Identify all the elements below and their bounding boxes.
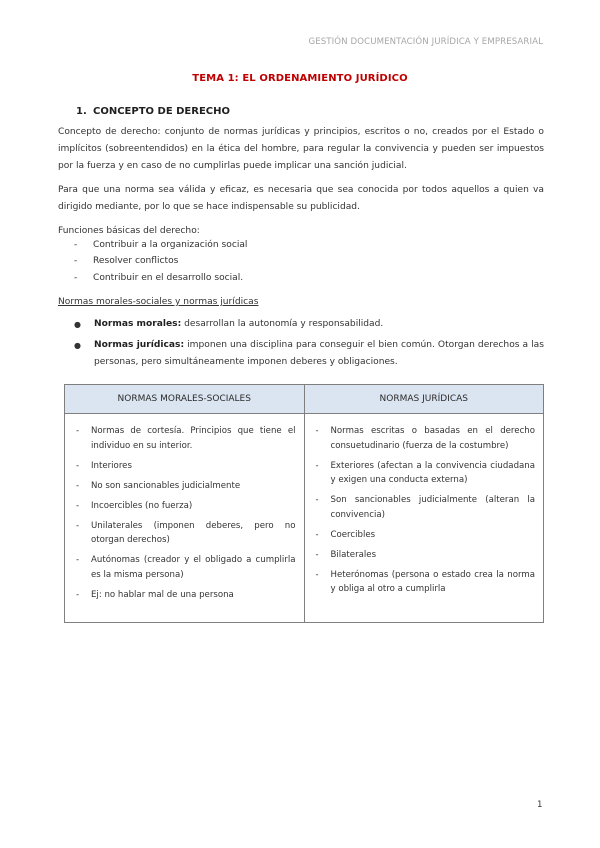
table-list-item: - Ej: no hablar mal de una persona: [76, 589, 234, 600]
bullet-icon: ●: [74, 341, 81, 350]
table-list-item: - Son sancionables judicialmente (alteran la convivencia): [315, 495, 535, 520]
table-list-item: - Normas escritas o basadas en el derecho consuetudinario (fuerza de la costumbre): [315, 426, 535, 451]
table-list-item: - No son sancionables judicialmente: [76, 480, 241, 491]
table-list-item: - Normas de cortesía. Principios que tiene el individuo en su interior.: [76, 426, 296, 451]
norms-subheading: Normas morales-sociales y normas jurídicas: [58, 297, 259, 307]
table-list-item: - Interiores: [76, 460, 132, 471]
table-list-item: - Incoercibles (no fuerza): [76, 500, 193, 511]
definition-paragraph: Concepto de derecho: conjunto de normas jurídicas y principios, escritos o no, creados por el Estado o implícitos (sobreentendidos) en la ética del hombre, para regular la convivencia y pueden ser impuestos por la fuerza y en caso de no cumplirlas puede implicar una sanción judicial.: [58, 127, 544, 171]
table-list-item: - Autónomas (creador y el obligado a cumplirla es la misma persona): [76, 555, 296, 580]
page-number: 1: [537, 800, 543, 810]
bullet-term: Normas morales:: [94, 319, 182, 329]
bullet-text: desarrollan la autonomía y responsabilidad.: [181, 319, 384, 329]
table-header-moral: NORMAS MORALES-SOCIALES: [65, 385, 305, 414]
moral-norms-cell: [65, 414, 305, 623]
document-page: GESTIÓN DOCUMENTACIÓN JURÍDICA Y EMPRESARIAL TEMA 1: EL ORDENAMIENTO JURÍDICO 1. CONCEPTO DE DERECHO Concepto de derecho: conjunto de normas jurídicas y principios, escritos o no, creados por el Estado o implícitos (sobreentendidos) en la ética del hombre, para regular la convivencia y pueden ser impuestos por la fuerza y en caso de no cumplirlas puede implicar una sanción judicial. Para que una norma sea válida y eficaz, es necesaria que sea conocida por todos aquellos a quien va dirigido mediante, por lo que se hace indispensable su publicidad. Funciones básicas del derecho: - Contribuir a la organización social - Resolver conflictos - Contribuir en el desarrollo social. Normas morales-sociales y normas jurídicas ● Normas morales: desarrollan la autonomía y responsabilidad. ● Normas jurídicas: imponen una disciplina para conseguir el bien común. Otorgan derechos a las personas, pero simultáneamente imponen deberes y obligaciones. NORMAS MORALES-SOCIALES NORMAS JURÍDICAS - Normas de cortesía. Principios que tiene el individuo en su interior. - Interiores - No son sancionables judicialmente - Incoercibles (no fuerza) - Unilaterales (imponen deberes, pero no otorgan derechos) - Autónomas (creador y el obligado a cumplirla es la misma persona) - Ej: no hablar mal de una persona - Normas escritas o basadas en el derecho consuetudinario (fuerza de la costumbre) - Exteriores (afectan a la convivencia ciudadana y exigen una conducta externa) - Son sancionables judicialmente (alteran la convivencia) - Coercibles - Bilaterales - Heterónomas (persona o estado crea la norma y obliga al otro a cumplirla 1: [0, 0, 600, 848]
bullet-item: [74, 316, 544, 333]
bullet-item: [74, 337, 544, 371]
section-title: CONCEPTO DE DERECHO: [93, 106, 230, 117]
bullet-icon: ●: [74, 320, 81, 329]
table-header-legal: NORMAS JURÍDICAS: [304, 385, 544, 414]
table-list-item: - Bilaterales: [315, 549, 377, 560]
section-number: 1.: [76, 106, 87, 117]
validity-paragraph: Para que una norma sea válida y eficaz, es necesaria que sea conocida por todos aquellos a quien va dirigido mediante, por lo que se hace indispensable su publicidad.: [58, 185, 544, 212]
table-list-item: - Coercibles: [315, 529, 376, 540]
running-header: GESTIÓN DOCUMENTACIÓN JURÍDICA Y EMPRESARIAL: [308, 37, 543, 47]
bullet-term: Normas jurídicas:: [94, 340, 185, 350]
bullet-text: imponen una disciplina para conseguir el bien común. Otorgan derechos a las personas, pero simultáneamente imponen deberes y obligaciones.: [94, 340, 544, 367]
comparison-table: [64, 384, 544, 623]
functions-lead: Funciones básicas del derecho:: [58, 226, 200, 236]
table-list-item: - Exteriores (afectan a la convivencia ciudadana y exigen una conducta externa): [315, 460, 535, 485]
document-title: TEMA 1: EL ORDENAMIENTO JURÍDICO: [192, 73, 408, 84]
table-list-item: - Heterónomas (persona o estado crea la norma y obliga al otro a cumplirla: [315, 569, 535, 594]
legal-norms-cell: [304, 414, 544, 623]
table-list-item: - Unilaterales (imponen deberes, pero no otorgan derechos): [76, 520, 296, 545]
